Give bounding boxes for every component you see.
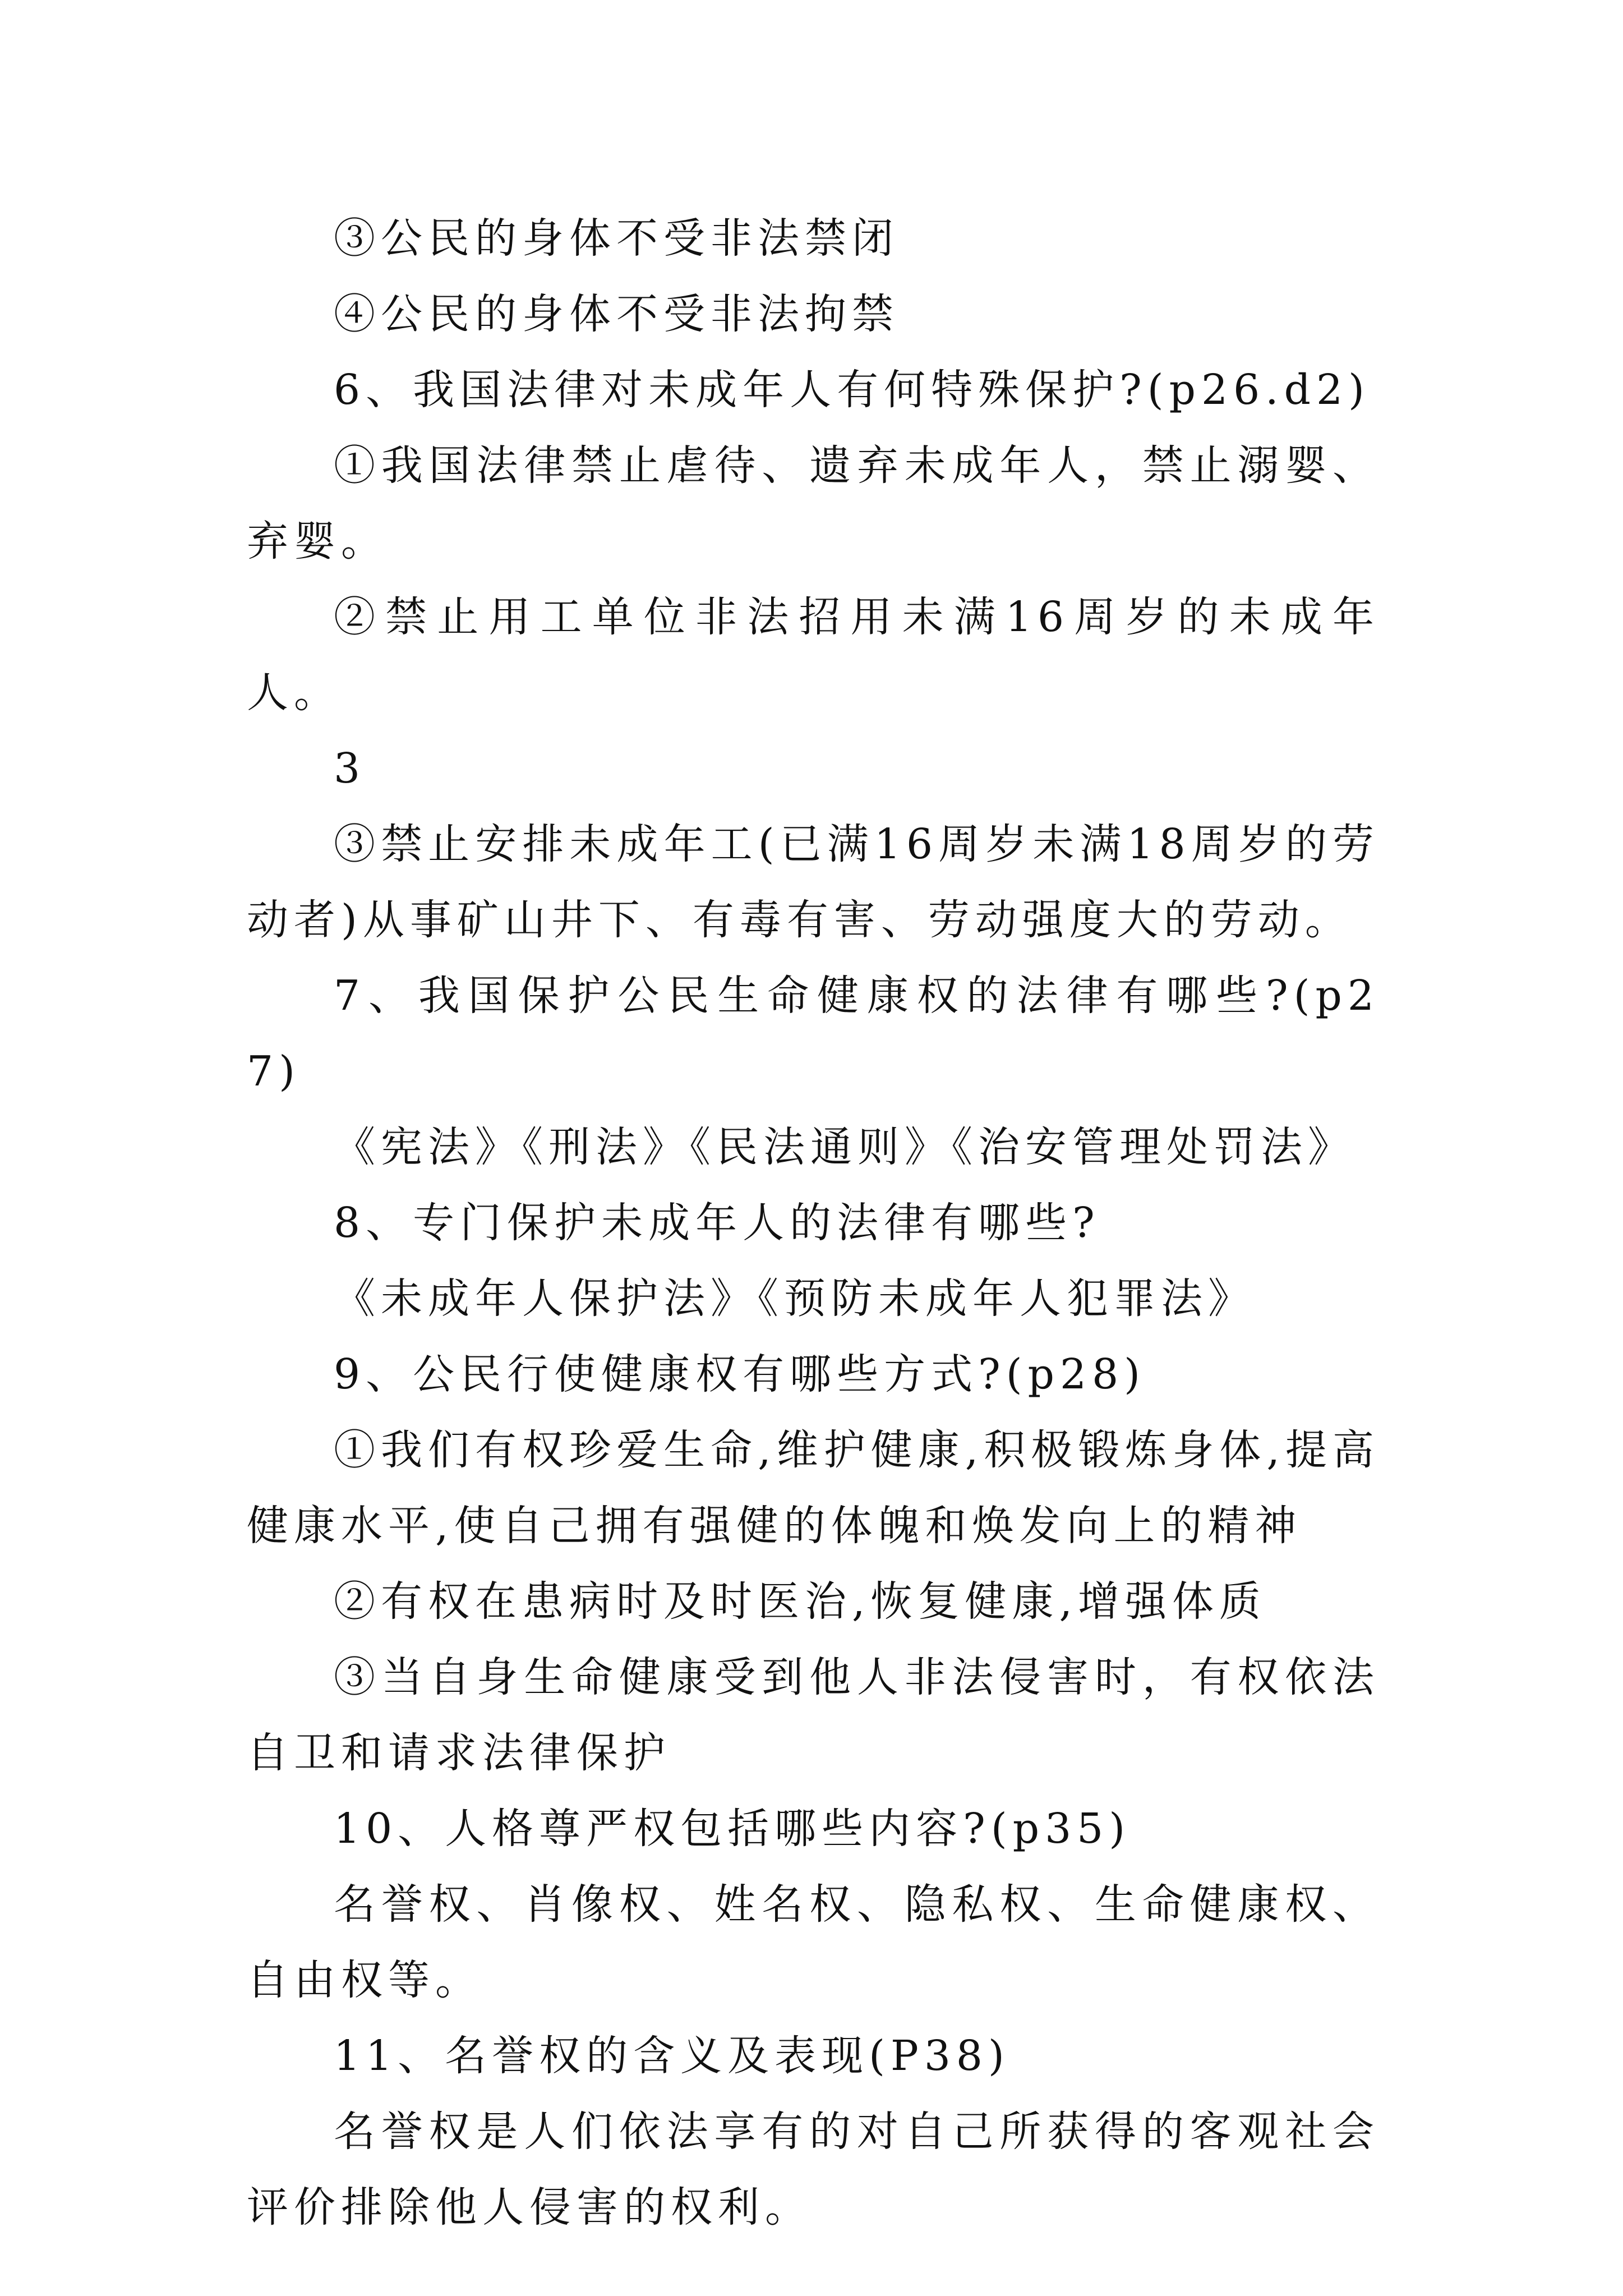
paragraph: ②有权在患病时及时医治,恢复健康,增强体质 <box>334 1577 1267 1626</box>
question-heading: 8、专门保护未成年人的法律有哪些? <box>334 1199 1100 1247</box>
page-number: 3 <box>334 744 366 793</box>
document-body <box>247 201 1380 2246</box>
question-heading: 9、公民行使健康权有哪些方式?(p28) <box>334 1350 1146 1398</box>
paragraph: ①我们有权珍爱生命,维护健康,积极锻炼身体,提高健康水平,使自己拥有强健的体魄和焕发向上的精神 <box>247 1426 1380 1550</box>
paragraph: 名誉权、肖像权、姓名权、隐私权、生命健康权、自由权等。 <box>247 1880 1380 2004</box>
paragraph: 名誉权是人们依法享有的对自己所获得的客观社会评价排除他人侵害的权利。 <box>247 2108 1380 2231</box>
question-heading: 6、我国法律对未成年人有何特殊保护?(p26.d2) <box>334 366 1370 414</box>
question-heading: 11、名誉权的含义及表现(P38) <box>334 2032 1010 2080</box>
paragraph: ③公民的身体不受非法禁闭 <box>334 214 899 263</box>
paragraph: ④公民的身体不受非法拘禁 <box>334 290 899 338</box>
question-heading: 7、我国保护公民生命健康权的法律有哪些?(p27) <box>247 972 1380 1096</box>
question-heading: 10、人格尊严权包括哪些内容?(p35) <box>334 1805 1131 1853</box>
paragraph: 《宪法》《刑法》《民法通则》《治安管理处罚法》 <box>334 1123 1355 1171</box>
paragraph: 《未成年人保护法》《预防未成年人犯罪法》 <box>334 1274 1255 1323</box>
paragraph: ③当自身生命健康受到他人非法侵害时，有权依法自卫和请求法律保护 <box>247 1653 1380 1777</box>
paragraph: ②禁止用工单位非法招用未满16周岁的未成年人。 <box>247 593 1380 717</box>
paragraph: ①我国法律禁止虐待、遗弃未成年人，禁止溺婴、弃婴。 <box>247 441 1380 565</box>
paragraph: ③禁止安排未成年工(已满16周岁未满18周岁的劳动者)从事矿山井下、有毒有害、劳动强度大的劳动。 <box>247 820 1380 944</box>
